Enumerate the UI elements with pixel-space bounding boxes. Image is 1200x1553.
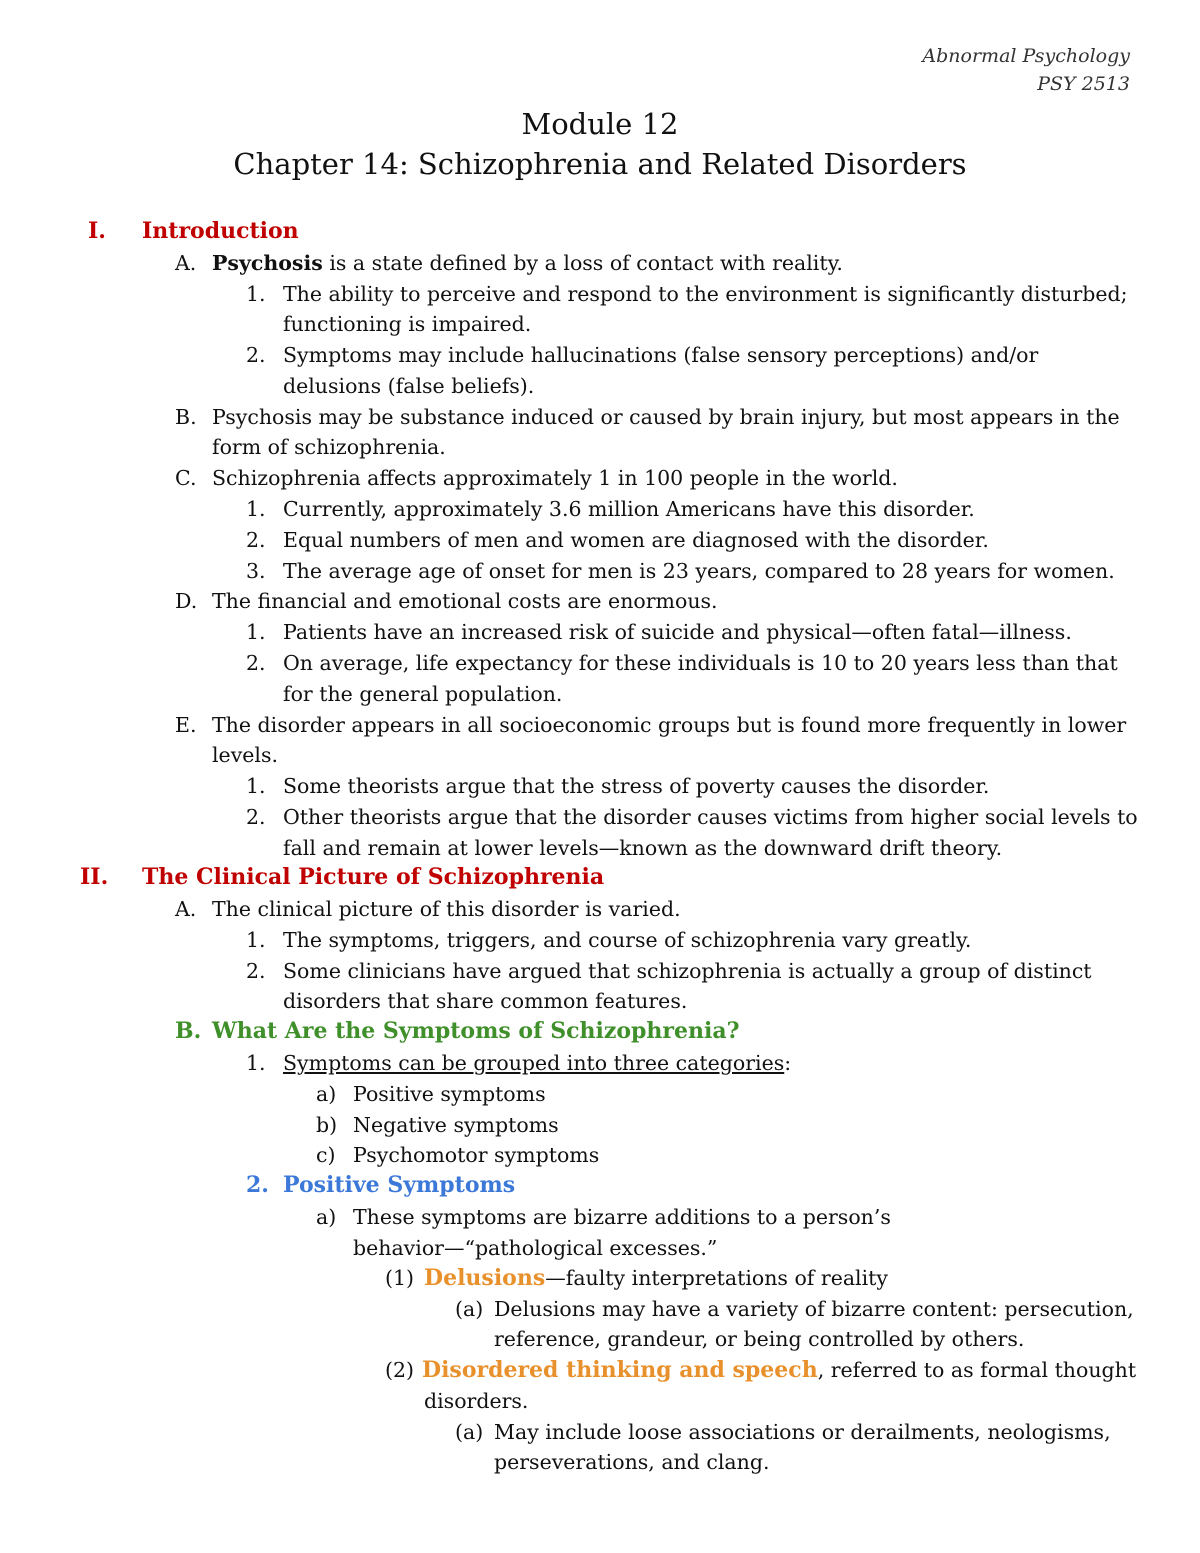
list-marker: A. [175,897,197,921]
list-marker: 2. [246,805,266,829]
key-term: Disordered thinking and speech [422,1357,818,1383]
list-marker: 2. [246,959,266,983]
list-marker: A. [175,251,197,275]
category-item: Positive symptoms [353,1082,546,1106]
key-term: Psychosis [212,251,323,275]
outline-line: levels. [212,743,278,767]
list-marker: B. [175,405,197,429]
list-marker: 2. [246,528,266,552]
list-marker: E. [175,713,197,737]
outline-item [422,1355,1136,1386]
outline-line: Symptoms may include hallucinations (false sensory perceptions) and/or [283,343,1039,367]
outline-item [212,248,843,279]
outline-item [424,1263,888,1294]
outline-line: These symptoms are bizarre additions to a person’s [353,1205,891,1229]
list-marker: c) [316,1143,336,1167]
outline-line: The financial and emotional costs are enormous. [212,589,718,613]
outline-line: delusions (false beliefs). [283,374,535,398]
outline-line: Currently, approximately 3.6 million Americans have this disorder. [283,497,975,521]
module-title: Module 12 [521,107,679,141]
list-marker: 1. [246,928,266,952]
outline-line: Some clinicians have argued that schizophrenia is actually a group of distinct [283,959,1092,983]
list-marker: 3. [246,559,266,583]
list-marker: b) [316,1113,338,1137]
list-marker: 1. [246,282,266,306]
item-text: , referred to as formal thought [817,1358,1137,1382]
outline-line: Some theorists argue that the stress of poverty causes the disorder. [283,774,990,798]
outline-line: The clinical picture of this disorder is varied. [212,897,681,921]
section-number: I. [88,218,106,244]
list-marker: (a) [455,1420,484,1444]
outline-line: Other theorists argue that the disorder causes victims from higher social levels to [283,805,1138,829]
course-code: PSY 2513 [1037,73,1130,95]
outline-line: disorders. [424,1389,529,1413]
subsection-heading: Positive Symptoms [283,1172,516,1198]
outline-line: The ability to perceive and respond to the environment is significantly disturbed; [283,282,1128,306]
list-marker: 1. [246,774,266,798]
outline-line: disorders that share common features. [283,989,688,1013]
outline-item [283,1048,791,1079]
list-marker: 2. [246,1172,269,1198]
chapter-title: Chapter 14: Schizophrenia and Related Disorders [233,147,967,181]
list-marker: (2) [385,1358,415,1382]
outline-line: Psychosis may be substance induced or caused by brain injury, but most appears in the [212,405,1120,429]
item-text: is a state defined by a loss of contact with reality. [322,251,843,275]
title-block [0,104,1200,184]
underlined-text: Symptoms can be grouped into three categories [283,1051,785,1075]
list-marker: (1) [385,1266,415,1290]
list-marker: 1. [246,497,266,521]
outline-line: The average age of onset for men is 23 years, compared to 28 years for women. [283,559,1115,583]
category-item: Psychomotor symptoms [353,1143,600,1167]
list-marker: a) [316,1205,337,1229]
outline-line: The disorder appears in all socioeconomic groups but is found more frequently in lower [212,713,1127,737]
outline-line: On average, life expectancy for these individuals is 10 to 20 years less than that [283,651,1118,675]
outline-line: May include loose associations or derailments, neologisms, [494,1420,1111,1444]
list-marker: a) [316,1082,337,1106]
list-marker: (a) [455,1297,484,1321]
list-marker: 1. [246,620,266,644]
key-term: Delusions [424,1265,546,1291]
list-marker: D. [175,589,198,613]
course-name: Abnormal Psychology [922,45,1130,67]
page-header [922,42,1130,98]
section-heading: The Clinical Picture of Schizophrenia [142,864,605,890]
section-number: II. [80,864,109,890]
section-heading: Introduction [142,218,299,244]
outline-line: Delusions may have a variety of bizarre content: persecution, [494,1297,1134,1321]
outline-line: reference, grandeur, or being controlled by others. [494,1327,1025,1351]
list-marker: 2. [246,343,266,367]
list-marker: B. [175,1018,202,1044]
outline-line: Schizophrenia affects approximately 1 in 100 people in the world. [212,466,898,490]
item-text: —faulty interpretations of reality [545,1266,888,1290]
outline-line: perseverations, and clang. [494,1450,770,1474]
list-marker: 1. [246,1051,266,1075]
outline-line: The symptoms, triggers, and course of schizophrenia vary greatly. [283,928,972,952]
outline-line: Equal numbers of men and women are diagnosed with the disorder. [283,528,989,552]
outline-line: fall and remain at lower levels—known as the downward drift theory. [283,836,1003,860]
subsection-heading: What Are the Symptoms of Schizophrenia? [212,1018,740,1044]
outline-line: form of schizophrenia. [212,435,446,459]
item-text: : [784,1051,792,1075]
list-marker: C. [175,466,197,490]
outline-line: Patients have an increased risk of suicide and physical—often fatal—illness. [283,620,1072,644]
outline-line: for the general population. [283,682,563,706]
outline-line: functioning is impaired. [283,312,532,336]
outline-line: behavior—“pathological excesses.” [353,1236,718,1260]
category-item: Negative symptoms [353,1113,559,1137]
list-marker: 2. [246,651,266,675]
